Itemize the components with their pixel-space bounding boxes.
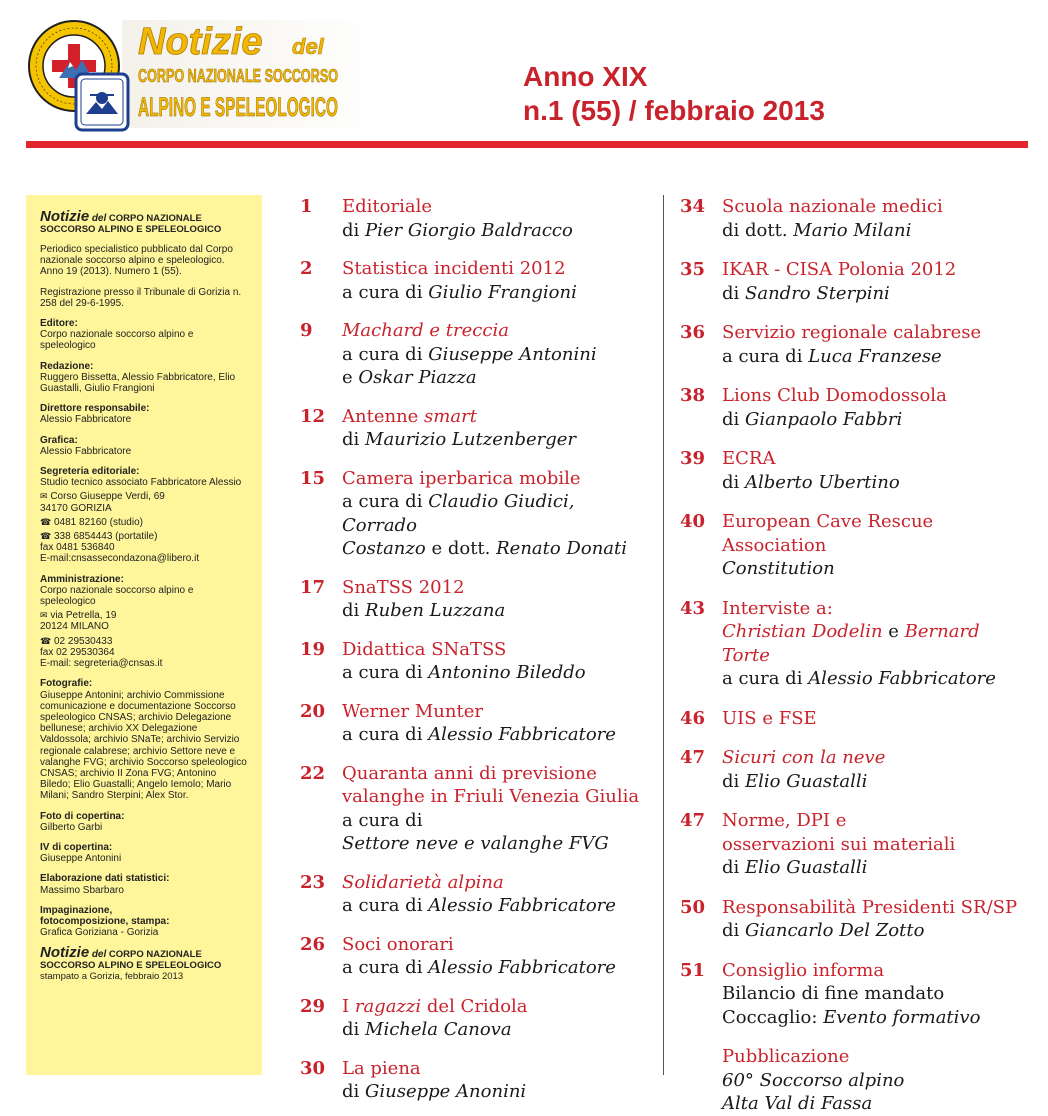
toc-entry[interactable]: 51 Consiglio informa Bilancio di fine mandato Coccaglio: Evento formativo [680, 959, 981, 1028]
toc-entry[interactable]: 9 Machard e treccia a cura di Giuseppe Antonini e Oskar Piazza [300, 320, 597, 388]
masthead-logo [26, 16, 386, 134]
logo-line2: ALPINO E SPELEOLOGICO [138, 92, 338, 122]
toc-entry[interactable]: 1 Editoriale di Pier Giorgio Baldracco [300, 196, 573, 241]
toc-entry[interactable]: 50 Responsabilità Presidenti SR/SP di Giancarlo Del Zotto [680, 896, 1018, 941]
sidebar-copertina: Foto di copertina: Gilberto Garbi [40, 810, 125, 833]
toc-right-column [680, 195, 1030, 1116]
colophon-sidebar [26, 195, 262, 1075]
logo-del: del [292, 34, 324, 59]
sidebar-seg-email: E-mail:cnsassecondazona@libero.it [40, 553, 200, 565]
sidebar-amm-email: E-mail: segreteria@cnsas.it [40, 658, 163, 670]
sidebar-intro: Periodico specialistico pubblicato dal Corpo nazionale soccorso alpino e speleologico. Anno 19 (2013). Numero 1 (55). [40, 244, 233, 278]
sidebar-elaborazione: Elaborazione dati statistici: Massimo Sbarbaro [40, 873, 170, 896]
toc-entry[interactable]: 26 Soci onorari a cura di Alessio Fabbricatore [300, 933, 616, 978]
envelope-icon: ✉ [40, 491, 48, 502]
logo-word: Notizie [138, 21, 263, 63]
toc-entry[interactable]: 22 Quaranta anni di previsione valanghe in Friuli Venezia Giulia a cura di Settore neve e valanghe FVG [300, 762, 640, 854]
phone-icon: ☎ [40, 516, 52, 527]
toc-entry[interactable]: 38 Lions Club Domodossola di Gianpaolo Fabbri [680, 385, 947, 430]
issue-number: n.1 (55) / febbraio 2013 [523, 95, 825, 126]
sidebar-iv-copertina: IV di copertina: Giuseppe Antonini [40, 841, 122, 865]
sidebar-segreteria: Segreteria editoriale: Studio tecnico associato Fabbricatore Alessio ✉ Corso Giuseppe Verdi, 69 34170 GORIZIA ☎ 0481 82160 (studio) ☎ 338 6854443 (portatile) fax 0481 536840 E-mail:cnsassecondazona@libero.it [40, 466, 248, 565]
sidebar-impaginazione: Impaginazione, fotocomposizione, stampa: Grafica Goriziana - Gorizia [40, 904, 170, 939]
sidebar-redazione: Redazione: Ruggero Bissetta, Alessio Fabbricatore, Elio Guastalli, Giulio Frangioni [40, 360, 236, 395]
toc-entry[interactable]: 20 Werner Munter a cura di Alessio Fabbricatore [300, 700, 616, 745]
envelope-icon: ✉ [40, 610, 48, 621]
sidebar-fotografie: Fotografie: Giuseppe Antonini; archivio Commissione comunicazione e documentazione Soccorso speleologico CNSAS; archivio Delegazione bellunese; archivio XX Delegazione Valdossola; archivio SNaTe; archivio Servizio regionale calabrese; archivio Settore neve e valanghe FVG; archivio Soccorso speleologico CNSAS; archivio II Zona FVG; Antonino Biledo; Elio Guastalli; Angelo Iemolo; Mario Milani; Sandro Sterpini; Alex Stor. [40, 678, 247, 802]
toc-entry[interactable]: 39 ECRA di Alberto Ubertino [680, 448, 900, 493]
toc-entry[interactable]: 34 Scuola nazionale medici di dott. Mario Milani [680, 196, 943, 241]
toc-entry[interactable]: 46 UIS e FSE [680, 707, 817, 729]
toc-entry[interactable]: 12 Antenne smart di Maurizio Lutzenberger [300, 405, 576, 450]
toc-entry[interactable]: 47 Norme, DPI e osservazioni sui materiali di Elio Guastalli [680, 810, 956, 878]
toc-entry[interactable]: 47 Sicuri con la neve di Elio Guastalli [680, 747, 886, 792]
sidebar-editore: Editore: Corpo nazionale soccorso alpino e speleologico [40, 318, 194, 352]
issue-year: Anno XIX [523, 61, 648, 92]
toc-left-column [300, 195, 650, 1104]
issue-info [523, 60, 825, 128]
toc-entry[interactable]: Pubblicazione 60° Soccorso alpino Alta Val di Fassa [722, 1046, 905, 1114]
sidebar-footer: Notizie del CORPO NAZIONALE SOCCORSO ALPINO E SPELEOLOGICO stampato a Gorizia, febbraio 2013 [40, 944, 222, 983]
toc-entry[interactable]: 17 SnaTSS 2012 di Ruben Luzzana [300, 576, 506, 621]
toc-entry[interactable]: 30 La piena di Giuseppe Anonini [300, 1057, 527, 1102]
toc-entry[interactable]: 29 I ragazzi del Cridola di Michela Canova [300, 995, 528, 1040]
sidebar-amministrazione: Amministrazione: Corpo nazionale soccorso alpino e speleologico ✉ via Petrella, 19 20124 MILANO ☎ 02 29530433 fax 02 29530364 E-mail: segreteria@cnsas.it [40, 574, 248, 670]
sidebar-registration: Registrazione presso il Tribunale di Gorizia n. 258 del 29-6-1995. [40, 286, 242, 309]
sidebar-brand: Notizie del CORPO NAZIONALE SOCCORSO ALPINO E SPELEOLOGICO [40, 208, 222, 235]
toc-entry[interactable]: 2 Statistica incidenti 2012 a cura di Giulio Frangioni [300, 258, 577, 303]
cai-badge-icon [76, 74, 128, 130]
toc-entry[interactable]: 43 Interviste a: Christian Dodelin e Bernard Torte a cura di Alessio Fabbricatore [680, 597, 996, 689]
toc-entry[interactable]: 19 Didattica SNaTSS a cura di Antonino Bileddo [300, 638, 586, 683]
logo-line1: CORPO NAZIONALE SOCCORSO [138, 66, 338, 86]
column-divider [663, 195, 664, 1075]
header-rule [26, 141, 1028, 148]
toc-entry[interactable]: 15 Camera iperbarica mobile a cura di Claudio Giudici, Corrado Costanzo e dott. Renato Donati [300, 467, 628, 559]
phone-icon: ☎ [40, 531, 52, 542]
phone-icon: ☎ [40, 635, 52, 646]
toc-entry[interactable]: 35 IKAR - CISA Polonia 2012 di Sandro Sterpini [680, 259, 957, 304]
sidebar-grafica: Grafica: Alessio Fabbricatore [40, 434, 132, 457]
toc-entry[interactable]: 36 Servizio regionale calabrese a cura di Luca Franzese [680, 322, 982, 367]
toc-entry[interactable]: 23 Solidarietà alpina a cura di Alessio Fabbricatore [300, 871, 616, 916]
toc-entry[interactable]: 40 European Cave Rescue Association Constitution [680, 511, 934, 579]
sidebar-direttore: Direttore responsabile: Alessio Fabbricatore [40, 403, 150, 426]
